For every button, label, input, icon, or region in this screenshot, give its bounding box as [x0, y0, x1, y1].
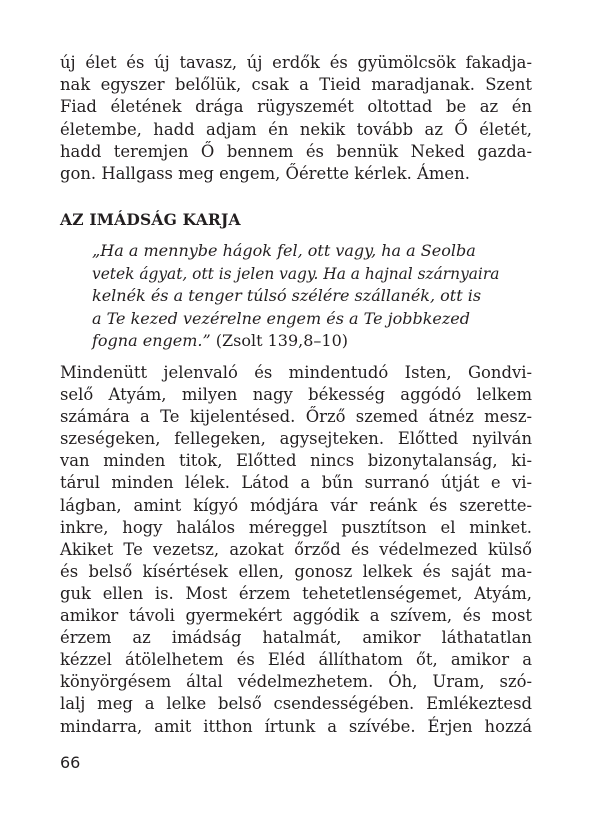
- text-line: Mindenütt jelenvaló és mindentudó Isten, Gondvi-: [60, 363, 532, 382]
- text-line: hadd teremjen Ő bennem és bennük Neked gazda-: [60, 141, 532, 161]
- text-line: guk ellen is. Most érzem tehetetlenségemet, Atyám,: [60, 583, 532, 603]
- quote-line: vetek ágyat, ott is jelen vagy. Ha a hajnal szárnyaira: [92, 264, 500, 283]
- text-line: mindarra, amit itthon írtunk a szívébe. Érjen hozzá: [60, 716, 532, 736]
- text-line: lalj meg a lelke belső csendességében. Emlékeztesd: [60, 694, 532, 714]
- text-line: tárul minden lélek. Látod a bűn surranó útját e vi-: [60, 473, 532, 493]
- text-line: érzem az imádság hatalmát, amikor láthatatlan: [60, 628, 532, 648]
- text-line: selő Atyám, milyen nagy békesség aggódó lelkem: [60, 385, 532, 405]
- section-heading: AZ IMÁDSÁG KARJA: [60, 210, 241, 229]
- prayer-paragraph: [60, 362, 532, 738]
- quote-line: kelnék és a tenger túlsó szélére szállanék, ott is: [92, 286, 482, 305]
- quote-line: „Ha a mennybe hágok fel, ott vagy, ha a Seolba: [92, 241, 476, 260]
- text-line: kézzel átölelhetem és Eléd állíthatom őt, amikor a: [60, 650, 532, 670]
- text-line: inkre, hogy halálos méreggel pusztítson el minket.: [60, 517, 532, 537]
- text-line: életembe, hadd adjam én nekik tovább az Ő életét,: [60, 119, 532, 139]
- text-line: új élet és új tavasz, új erdők és gyümölcsök fakadja-: [60, 53, 532, 72]
- text-line: könyörgésem által védelmezhetem. Óh, Uram, szó-: [60, 672, 532, 692]
- bible-quote: [92, 240, 502, 353]
- quote-reference: (Zsolt 139,8–10): [210, 331, 348, 350]
- text-line: Akiket Te vezetsz, azokat őrződ és védelmezed külső: [60, 539, 532, 559]
- quote-line: [92, 330, 502, 353]
- text-line: és belső kísértések ellen, gonosz lelkek és saját ma-: [60, 561, 532, 581]
- text-line: számára a Te kijelentésed. Őrző szemed átnéz mesz-: [60, 407, 532, 427]
- text-line: nak egyszer belőlük, csak a Tieid maradjanak. Szent: [60, 75, 532, 95]
- quote-line: a Te kezed vezérelne engem és a Te jobbkezed: [92, 308, 470, 328]
- text-line: Fiad életének drága rügyszemét oltottad be az én: [60, 97, 532, 117]
- text-line: lágban, amint kígyó módjára vár reánk és szerette-: [60, 495, 532, 515]
- text-line: van minden titok, Előtted nincs bizonytalanság, ki-: [60, 451, 532, 471]
- text-line: amikor távoli gyermekért aggódik a szívem, és most: [60, 606, 532, 626]
- page-number: 66: [60, 753, 81, 772]
- text-line: szeségeken, fellegeken, agysejteken. Előtted nyilván: [60, 429, 532, 449]
- paragraph-continuation: [60, 52, 532, 185]
- quote-last-line: fogna engem.”: [92, 331, 211, 350]
- text-line: gon. Hallgass meg engem, Őérette kérlek. Ámen.: [60, 163, 470, 183]
